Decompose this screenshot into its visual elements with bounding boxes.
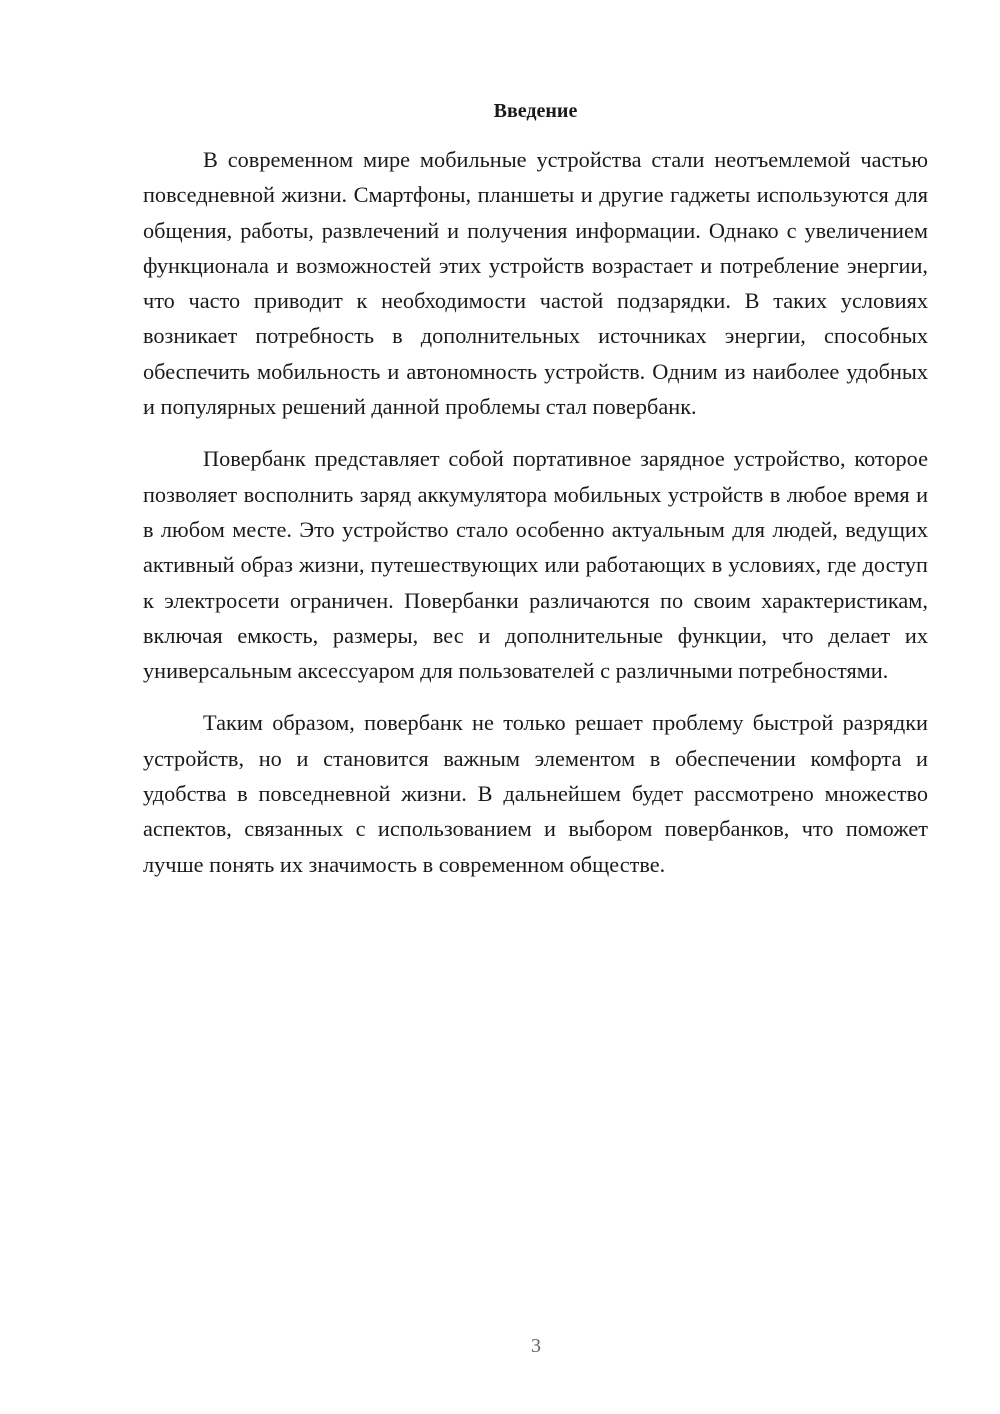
section-heading: Введение xyxy=(493,100,578,122)
page-number: 3 xyxy=(531,1335,541,1357)
document-body xyxy=(143,142,928,899)
paragraph-conclusion: Таким образом, повербанк не только решает проблему быстрой разрядки устройств, но и становится важным элементом в обеспечении комфорта и удобства в повседневной жизни. В дальнейшем будет рассмотрено множество аспектов, связанных с использованием и выбором повербанков, что поможет лучше понять их значимость в современном обществе. xyxy=(143,710,928,877)
paragraph-powerbank-definition: Повербанк представляет собой портативное зарядное устройство, которое позволяет восполнить заряд аккумулятора мобильных устройств в любое время и в любом месте. Это устройство стало особенно актуальным для людей, ведущих активный образ жизни, путешествующих или работающих в условиях, где доступ к электросети ограничен. Повербанки различаются по своим характеристикам, включая емкость, размеры, вес и дополнительные функции, что делает их универсальным аксессуаром для пользователей с различными потребностями. xyxy=(143,446,928,684)
paragraph-intro: В современном мире мобильные устройства стали неотъемлемой частью повседневной жизни. Смартфоны, планшеты и другие гаджеты используются для общения, работы, развлечений и получения информации. Однако с увеличением функционала и возможностей этих устройств возрастает и потребление энергии, что часто приводит к необходимости частой подзарядки. В таких условиях возникает потребность в дополнительных источниках энергии, способных обеспечить мобильность и автономность устройств. Одним из наиболее удобных и популярных решений данной проблемы стал повербанк. xyxy=(143,147,928,420)
